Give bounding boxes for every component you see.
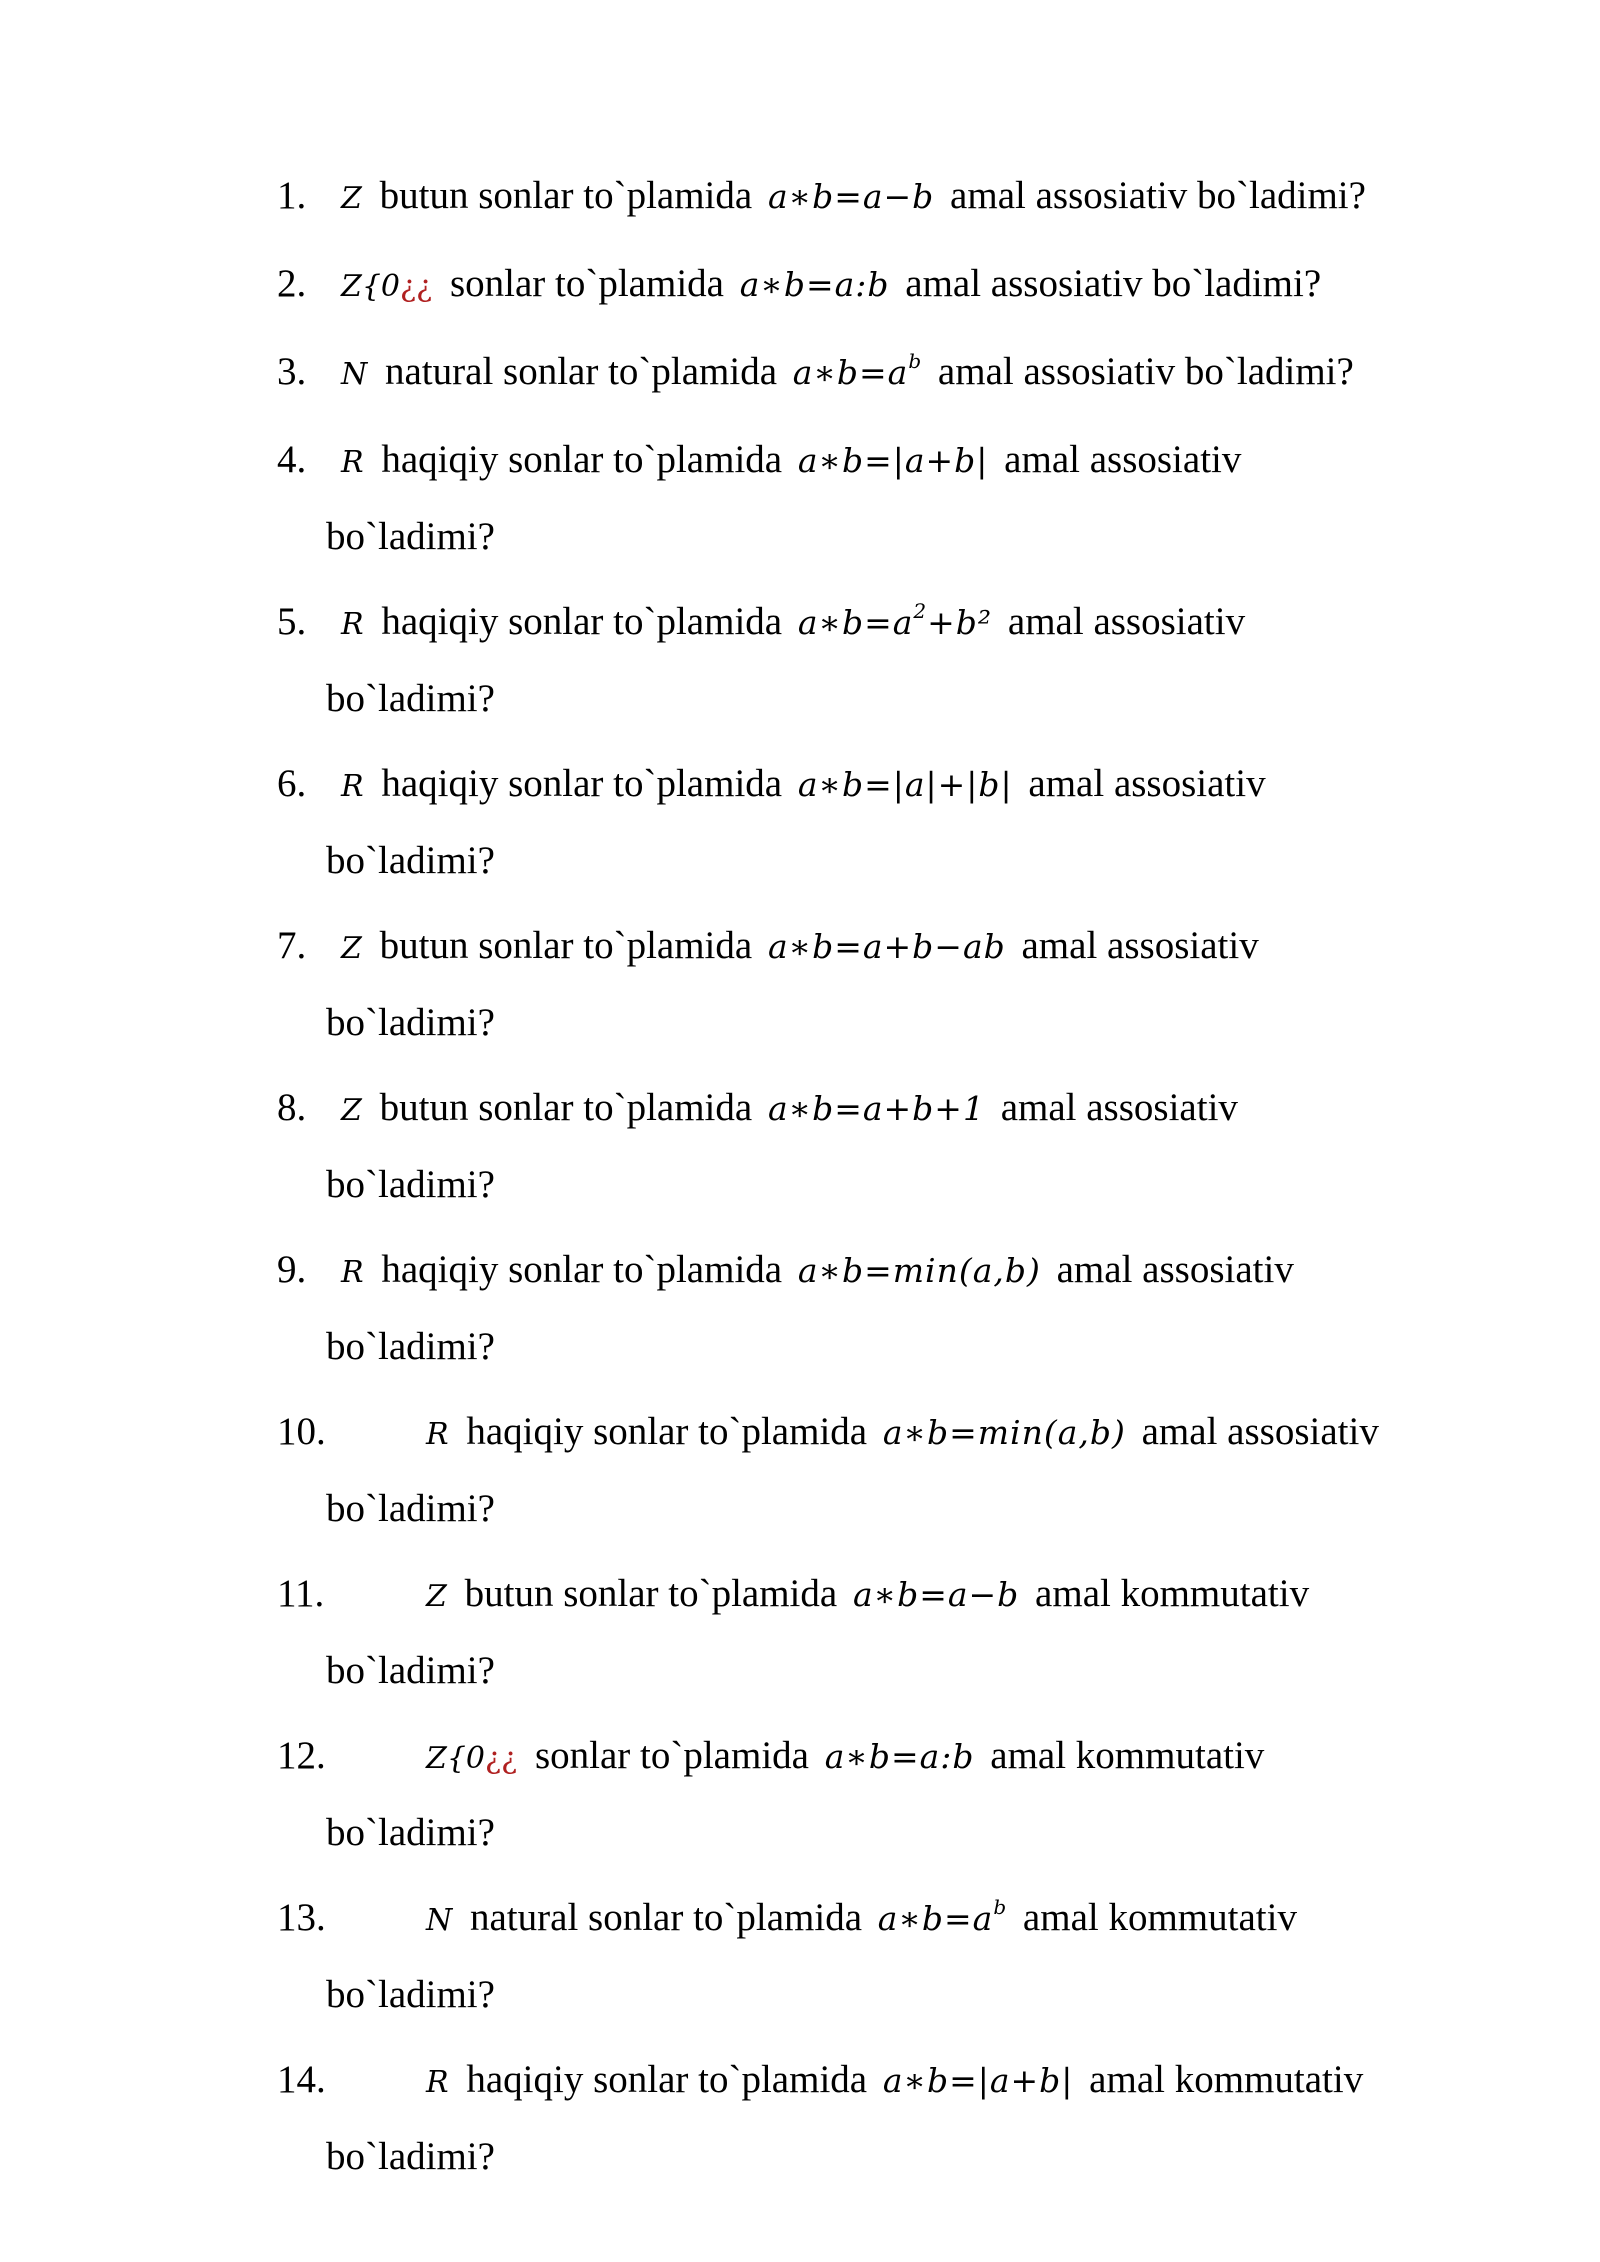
list-item [277, 898, 1517, 1060]
item-text-end: amal kommutativ [990, 1734, 1265, 1777]
list-item [277, 412, 1517, 574]
item-text: haqiqiy sonlar to`plamida [381, 600, 783, 643]
item-text: haqiqiy sonlar to`plamida [466, 2058, 868, 2101]
set-symbol: R [341, 607, 364, 642]
item-number: 11. [277, 1572, 325, 1615]
set-symbol: Z{0¿¿ [426, 1741, 518, 1776]
item-text: butun sonlar to`plamida [379, 174, 753, 217]
set-symbol: Z{0¿¿ [341, 269, 433, 304]
list-item [277, 236, 1517, 324]
item-number: 1. [277, 174, 307, 217]
set-symbol: R [341, 769, 364, 804]
list-item [277, 324, 1517, 412]
item-number: 9. [277, 1248, 307, 1291]
item-number: 14. [277, 2058, 326, 2101]
item-text-end: amal assosiativ [1021, 924, 1259, 967]
list-item [277, 2032, 1517, 2194]
set-symbol: R [341, 445, 364, 480]
item-continuation: bo`ladimi? [326, 1487, 495, 1530]
set-symbol: Z [341, 181, 362, 216]
item-number: 7. [277, 924, 307, 967]
item-text: butun sonlar to`plamida [379, 1086, 753, 1129]
list-item [277, 1870, 1517, 2032]
formula: $a∗b=a^2+b^2$ [797, 599, 993, 642]
set-symbol: N [426, 1903, 453, 1938]
formula: a∗b=a+b+1 [767, 1089, 985, 1128]
formula: a∗b=a−b [852, 1575, 1020, 1614]
item-number: 10. [277, 1410, 326, 1453]
item-continuation: bo`ladimi? [326, 1973, 495, 2016]
item-number: 3. [277, 350, 307, 393]
item-continuation: bo`ladimi? [326, 677, 495, 720]
item-text-end: amal assosiativ bo`ladimi? [937, 350, 1354, 393]
item-text: natural sonlar to`plamida [470, 1896, 863, 1939]
item-continuation: bo`ladimi? [326, 1001, 495, 1044]
item-number: 2. [277, 262, 307, 305]
set-symbol: R [426, 1417, 449, 1452]
set-symbol: Z [341, 1093, 362, 1128]
item-number: 4. [277, 438, 307, 481]
set-symbol: N [341, 357, 368, 392]
formula: $a∗b=a^b$ [877, 1895, 1008, 1938]
item-text-end: amal assosiativ [1000, 1086, 1238, 1129]
item-number: 12. [277, 1734, 326, 1777]
formula: a∗b=a+b−ab [767, 927, 1006, 966]
item-text-end: amal assosiativ [1007, 600, 1246, 643]
list-item [277, 1384, 1517, 1546]
item-continuation: bo`ladimi? [326, 839, 495, 882]
item-text-end: amal kommutativ [1035, 1572, 1310, 1615]
item-text: haqiqiy sonlar to`plamida [381, 762, 783, 805]
item-text: haqiqiy sonlar to`plamida [381, 1248, 783, 1291]
list-item [277, 1708, 1517, 1870]
question-list [277, 148, 1517, 2194]
item-text-end: amal assosiativ [1028, 762, 1266, 805]
set-symbol: R [341, 1255, 364, 1290]
list-item [277, 1222, 1517, 1384]
item-number: 13. [277, 1896, 326, 1939]
formula: a∗b=min(a,b) [882, 1413, 1126, 1452]
formula: a∗b=|a+b| [797, 441, 989, 480]
item-text: haqiqiy sonlar to`plamida [466, 1410, 868, 1453]
item-text-end: amal assosiativ bo`ladimi? [905, 262, 1322, 305]
item-number: 5. [277, 600, 307, 643]
formula: a∗b=|a+b| [882, 2061, 1074, 2100]
item-continuation: bo`ladimi? [326, 1163, 495, 1206]
item-continuation: bo`ladimi? [326, 515, 495, 558]
set-symbol: Z [341, 931, 362, 966]
item-number: 6. [277, 762, 307, 805]
item-continuation: bo`ladimi? [326, 1325, 495, 1368]
item-number: 8. [277, 1086, 307, 1129]
item-text-end: amal assosiativ [1141, 1410, 1379, 1453]
formula: a∗b=a:b [824, 1737, 975, 1776]
formula: a∗b=a−b [767, 177, 935, 216]
item-text: haqiqiy sonlar to`plamida [381, 438, 783, 481]
item-text-end: amal kommutativ [1022, 1896, 1297, 1939]
item-continuation: bo`ladimi? [326, 2135, 495, 2178]
list-item [277, 1060, 1517, 1222]
item-text: natural sonlar to`plamida [385, 350, 778, 393]
list-item [277, 1546, 1517, 1708]
item-text-end: amal assosiativ [1004, 438, 1242, 481]
formula: a∗b=|a|+|b| [797, 765, 1013, 804]
item-text: sonlar to`plamida [449, 262, 724, 305]
item-text-end: amal assosiativ [1056, 1248, 1294, 1291]
item-text: butun sonlar to`plamida [379, 924, 753, 967]
formula: a∗b=min(a,b) [797, 1251, 1041, 1290]
formula: $a∗b=a^b$ [792, 349, 923, 392]
set-symbol: R [426, 2065, 449, 2100]
set-symbol: Z [426, 1579, 447, 1614]
item-text-end: amal assosiativ bo`ladimi? [950, 174, 1366, 217]
list-item [277, 736, 1517, 898]
item-text-end: amal kommutativ [1089, 2058, 1364, 2101]
list-item [277, 574, 1517, 736]
item-continuation: bo`ladimi? [326, 1649, 495, 1692]
item-text: butun sonlar to`plamida [464, 1572, 838, 1615]
list-item [277, 148, 1517, 236]
item-continuation: bo`ladimi? [326, 1811, 495, 1854]
item-text: sonlar to`plamida [534, 1734, 809, 1777]
formula: a∗b=a:b [739, 265, 890, 304]
